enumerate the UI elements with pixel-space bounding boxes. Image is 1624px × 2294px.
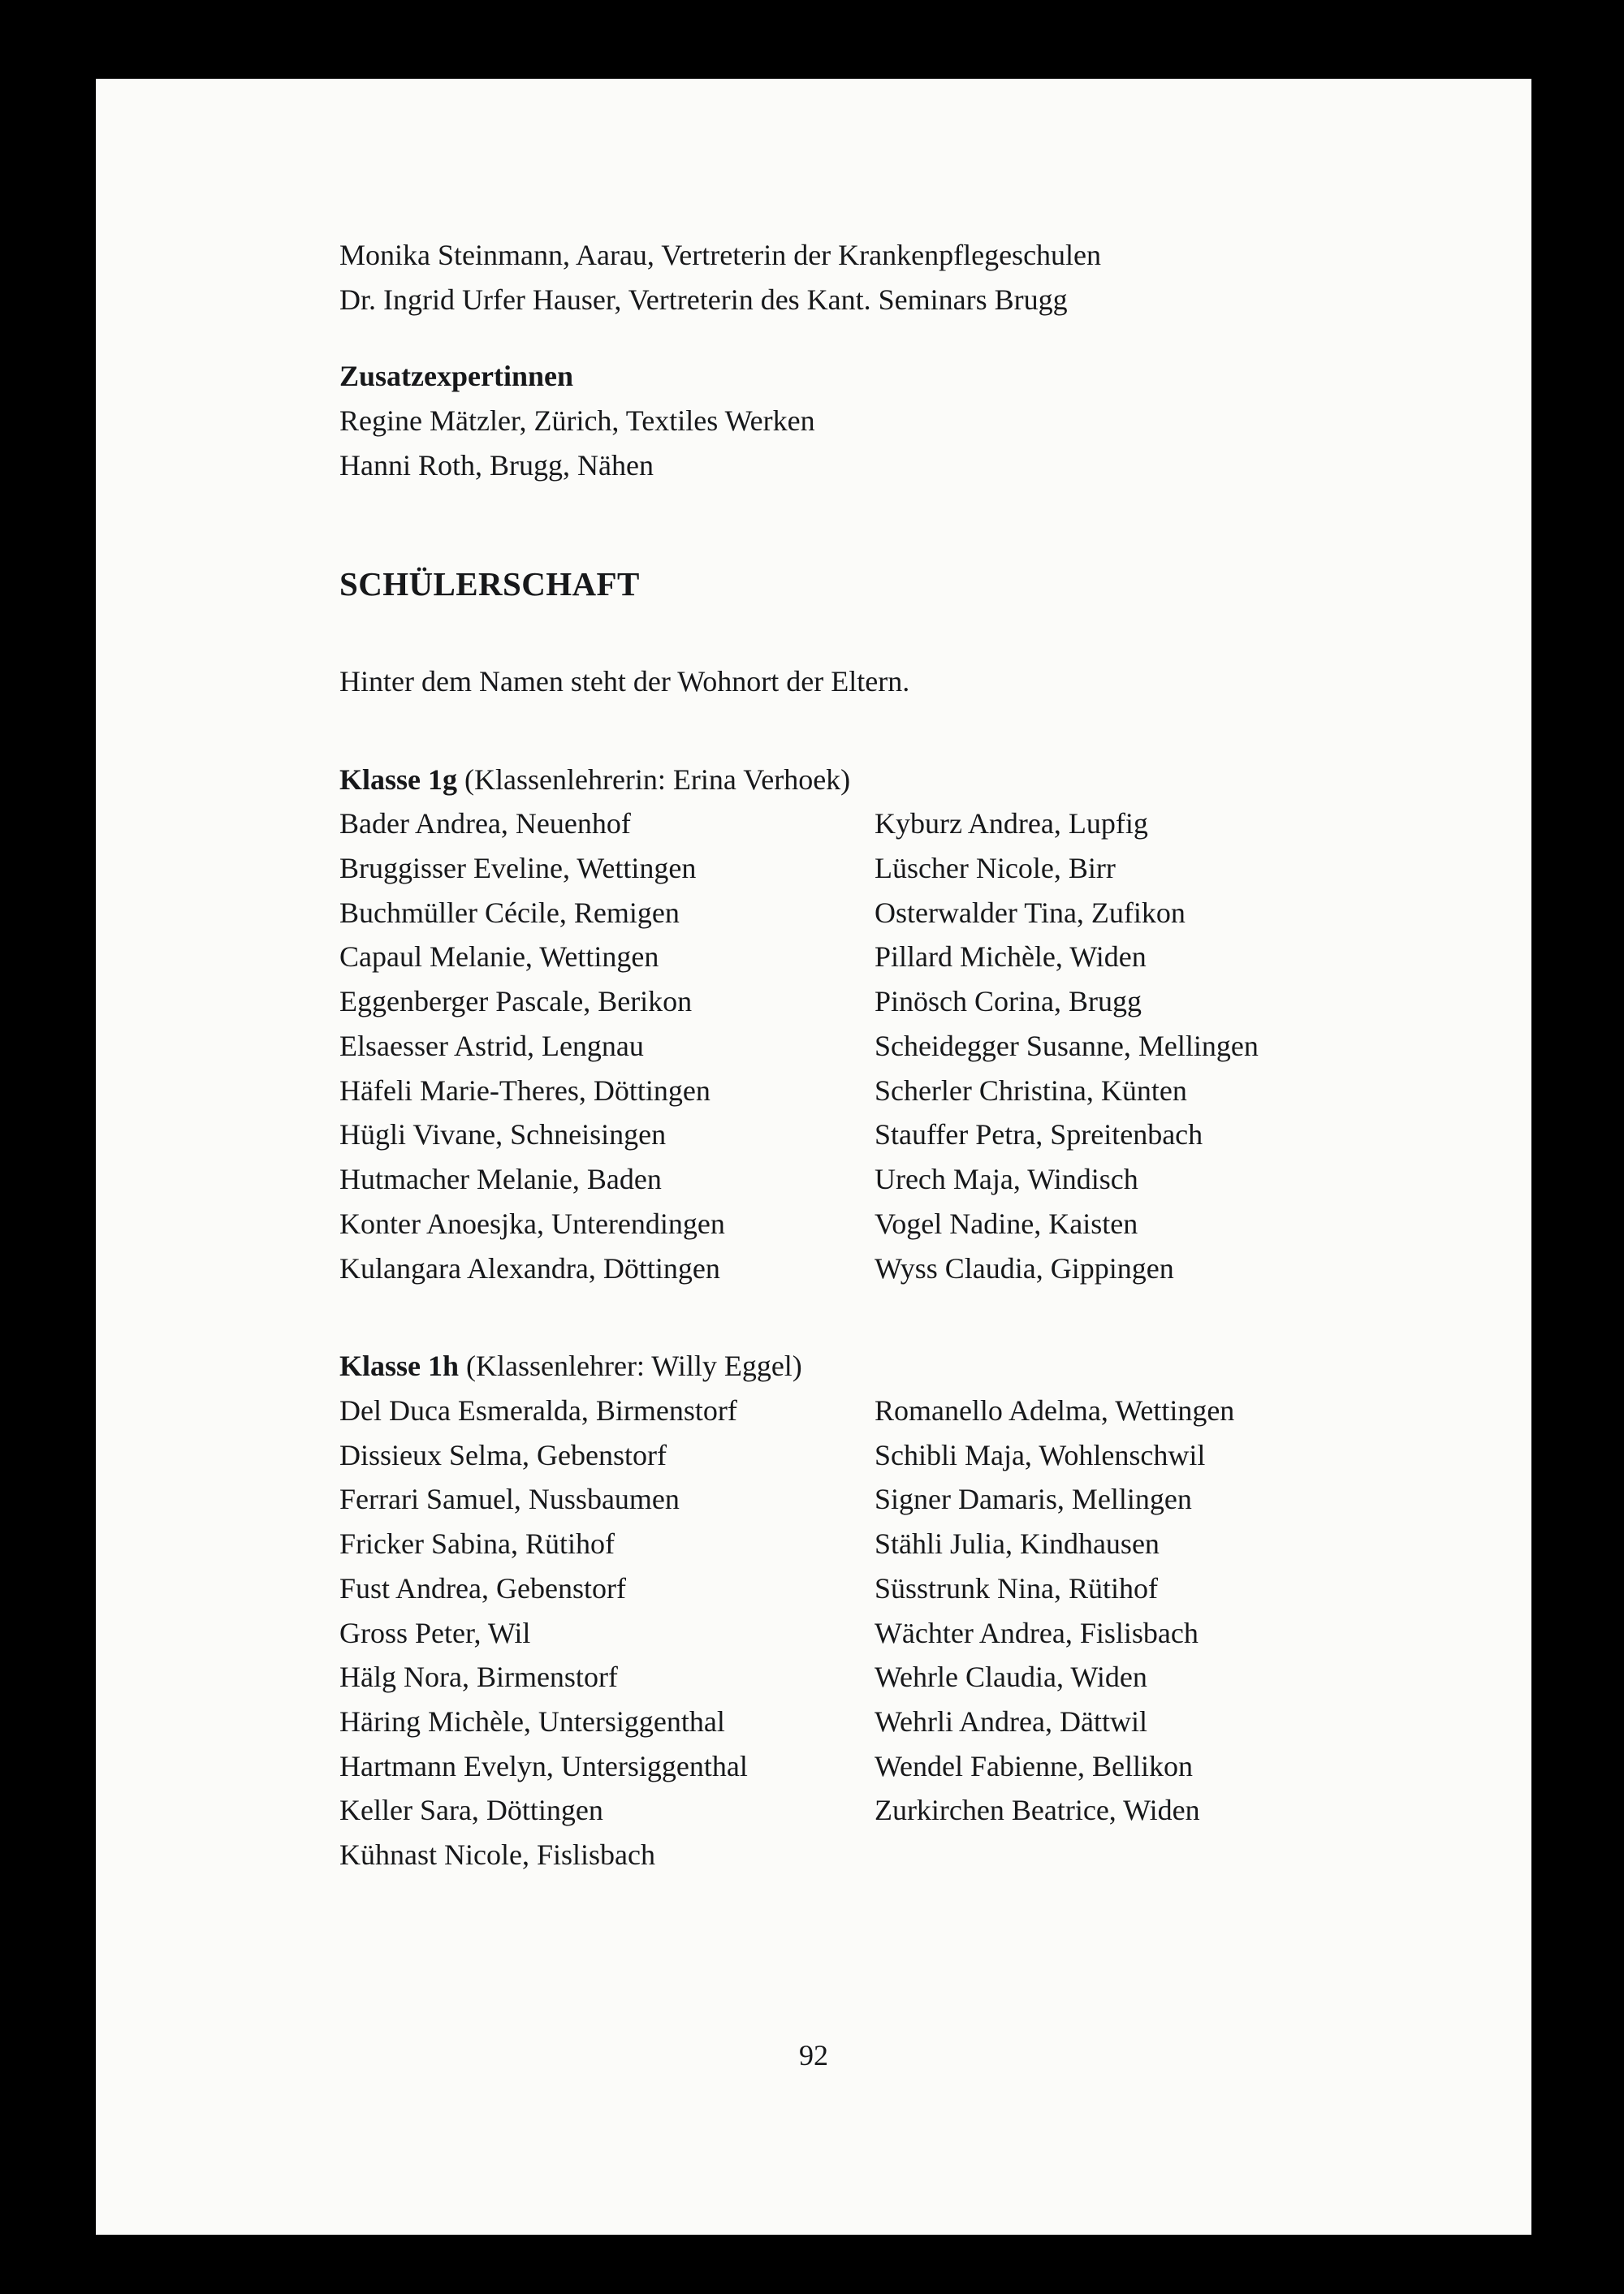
page-content (339, 233, 1361, 1877)
roster-column-left (339, 1389, 875, 1877)
student-name: Ferrari Samuel, Nussbaumen (339, 1483, 680, 1516)
student-name: Kyburz Andrea, Lupfig (874, 807, 1148, 840)
student-name: Gross Peter, Wil (339, 1616, 531, 1649)
intro-line: Monika Steinmann, Aarau, Vertreterin der Krankenpflegeschulen (339, 239, 1102, 271)
student-name: Fricker Sabina, Rütihof (339, 1527, 615, 1561)
student-name: Signer Damaris, Mellingen (874, 1483, 1192, 1516)
extra-experts-line: Hanni Roth, Brugg, Nähen (339, 448, 654, 482)
student-name: Stähli Julia, Kindhausen (874, 1527, 1160, 1561)
student-name: Konter Anoesjka, Unterendingen (339, 1207, 725, 1240)
student-name: Pillard Michèle, Widen (874, 940, 1147, 974)
student-name: Wendel Fabienne, Bellikon (874, 1749, 1193, 1782)
spacer (339, 1290, 1361, 1344)
student-name: Zurkirchen Beatrice, Widen (874, 1794, 1200, 1827)
class-roster-1h (339, 1389, 1361, 1877)
spacer (339, 606, 1361, 659)
student-name: Buchmüller Cécile, Remigen (339, 896, 680, 929)
student-name: Häfeli Marie-Theres, Döttingen (339, 1074, 710, 1107)
student-name: Wächter Andrea, Fislisbach (874, 1616, 1199, 1649)
student-name: Bader Andrea, Neuenhof (339, 807, 631, 840)
student-name: Hügli Vivane, Schneisingen (339, 1118, 667, 1151)
extra-experts-block (339, 354, 1361, 487)
extra-experts-heading: Zusatzexpertinnen (339, 360, 573, 393)
spacer (339, 322, 1361, 354)
section-title: SCHÜLERSCHAFT (339, 564, 640, 603)
roster-column-right (875, 1389, 1361, 1877)
section-note: Hinter dem Namen steht der Wohnort der Eltern. (339, 664, 910, 698)
student-name: Del Duca Esmeralda, Birmenstorf (339, 1393, 737, 1427)
student-name: Häring Michèle, Untersiggenthal (339, 1704, 725, 1738)
student-name: Hutmacher Melanie, Baden (339, 1163, 662, 1196)
student-name: Wyss Claudia, Gippingen (874, 1251, 1174, 1285)
class-heading-1g (339, 758, 1361, 802)
student-name: Lüscher Nicole, Birr (874, 852, 1116, 885)
page-number: 92 (799, 2039, 828, 2072)
student-name: Kulangara Alexandra, Döttingen (339, 1251, 720, 1285)
roster-column-right (875, 801, 1361, 1290)
student-name: Capaul Melanie, Wettingen (339, 940, 659, 974)
student-name: Keller Sara, Döttingen (339, 1794, 603, 1827)
student-name: Wehrli Andrea, Dättwil (874, 1704, 1147, 1738)
class-heading-1h (339, 1344, 1361, 1389)
extra-experts-line: Regine Mätzler, Zürich, Textiles Werken (339, 404, 815, 438)
student-name: Süsstrunk Nina, Rütihof (874, 1571, 1158, 1605)
student-name: Dissieux Selma, Gebenstorf (339, 1438, 667, 1471)
student-name: Bruggisser Eveline, Wettingen (339, 852, 697, 885)
student-name: Hälg Nora, Birmenstorf (339, 1661, 618, 1694)
class-teacher: (Klassenlehrer: Willy Eggel) (459, 1350, 802, 1383)
student-name: Stauffer Petra, Spreitenbach (874, 1118, 1203, 1151)
student-name: Vogel Nadine, Kaisten (874, 1207, 1138, 1240)
student-name: Elsaesser Astrid, Lengnau (339, 1029, 644, 1062)
student-name: Hartmann Evelyn, Untersiggenthal (339, 1749, 748, 1782)
class-teacher: (Klassenlehrerin: Erina Verhoek) (457, 763, 851, 796)
intro-paragraph (339, 233, 1361, 322)
student-name: Scheidegger Susanne, Mellingen (874, 1029, 1259, 1062)
class-label: Klasse 1h (339, 1350, 460, 1383)
student-name: Fust Andrea, Gebenstorf (339, 1571, 626, 1605)
class-roster-1g (339, 801, 1361, 1290)
student-name: Romanello Adelma, Wettingen (874, 1393, 1235, 1427)
spacer (339, 488, 1361, 563)
intro-line: Dr. Ingrid Urfer Hauser, Vertreterin des Kant. Seminars Brugg (339, 283, 1068, 316)
student-name: Osterwalder Tina, Zufikon (874, 896, 1186, 929)
student-name: Eggenberger Pascale, Berikon (339, 985, 693, 1018)
student-name: Kühnast Nicole, Fislisbach (339, 1838, 655, 1872)
student-name: Pinösch Corina, Brugg (874, 985, 1142, 1018)
document-page (96, 79, 1531, 2235)
class-label: Klasse 1g (339, 763, 458, 796)
student-name: Scherler Christina, Künten (874, 1074, 1187, 1107)
student-name: Schibli Maja, Wohlenschwil (874, 1438, 1206, 1471)
spacer (339, 704, 1361, 758)
roster-column-left (339, 801, 875, 1290)
student-name: Wehrle Claudia, Widen (874, 1661, 1147, 1694)
student-name: Urech Maja, Windisch (874, 1163, 1138, 1196)
